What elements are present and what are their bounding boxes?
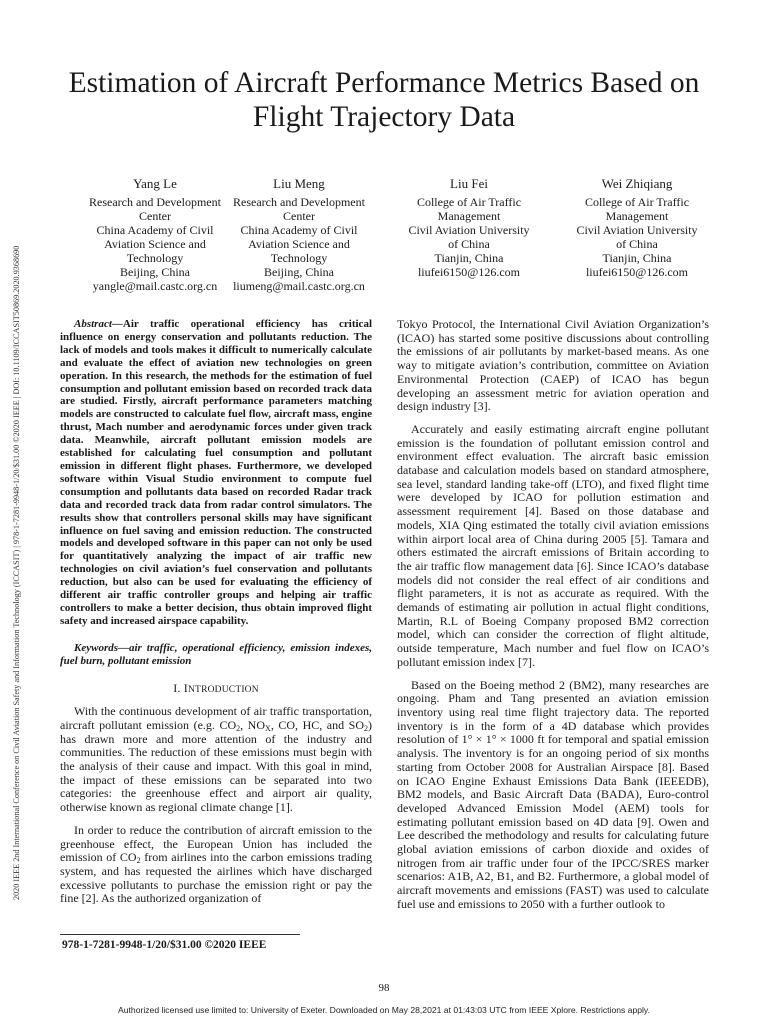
section-heading-introduction: I. INTRODUCTION <box>173 680 259 695</box>
author-name: Liu Fei <box>450 176 488 191</box>
author-affiliation-line: Aviation Science and <box>248 237 350 251</box>
author-affiliation-line: Aviation Science and <box>104 237 206 251</box>
author-affiliation-line: China Academy of Civil <box>240 223 358 237</box>
author-block-3 <box>389 176 549 279</box>
author-affiliation-line: China Academy of Civil <box>96 223 214 237</box>
author-location: Tianjin, China <box>434 251 504 265</box>
author-name: Wei Zhiqiang <box>601 176 673 191</box>
keywords: Keywords—air traffic, operational efficiency, emission indexes, fuel burn, pollutant emission <box>60 641 372 667</box>
intro-paragraph-2: In order to reduce the contribution of aircraft emission to the greenhouse effect, the European Union has included the emission of $CO_2$ from airlines into the carbon emissions trading system, and has requested the airlines which have discharged excessive pollutants to purchase the emission right or pay the fine [2]. As the authorized organization of <box>60 822 372 906</box>
access-statement: Authorized licensed use limited to: University of Exeter. Downloaded on May 28,2021 at 01:43:03 UTC from IEEE Xplore. Restrictions apply. <box>118 1005 650 1015</box>
abstract-text: Air traffic operational efficiency has critical influence on energy conservation and pollutants reduction. The lack of models and tools makes it difficult to numerically calculate and evaluate the effect of aviation new technologies on green operation. In this research, the methods for the estimation of fuel consumption and pollutant emission based on recorded track data are studied. Firstly, aircraft performance parameters matching models are constructed to calculate fuel flow, aircraft mass, engine thrust, Mach number and aerodynamic forces under given track data. Meanwhile, aircraft pollutant emission models are established for calculating fuel consumption and pollutant emission in different flight phases. Furthermore, we developed software within Visual Studio environment to compute fuel consumption and pollutants data based on recorded Radar track data and recorded track data from radar control simulators. The results show that controllers personal skills may have significant influence on fuel saving and emission reduction. The constructed models and developed software in this paper can not only be used for quantitatively analyzing the impact of air traffic new technologies on civil aviation’s fuel conservation and pollutants reduction, but also can be used for evaluating the efficiency of different air traffic controller groups and helping air traffic controllers to make a better decision, thus obtain improved flight safety and increased airspace capability. <box>60 318 372 627</box>
body-paragraph: Tokyo Protocol, the International Civil Aviation Organization’s (ICAO) has started some positive discussions about controlling the emissions of air pollutants by market-based means. As one way to mitigate aviation’s contribution, committee on Aviation Environmental Protection (CAEP) of ICAO has begun developing an assessment metric for aviation operation and design industry [3]. <box>397 317 709 414</box>
author-affiliation-line: Center <box>139 209 171 223</box>
author-affiliation-line: Research and Development <box>89 195 221 209</box>
author-affiliation-line: Civil Aviation University <box>408 223 530 237</box>
page-number: 98 <box>378 982 390 994</box>
paper-title: Estimation of Aircraft Performance Metrics Based on Flight Trajectory Data <box>68 67 700 133</box>
author-location: Beijing, China <box>264 265 334 279</box>
body-paragraph: Based on the Boeing method 2 (BM2), many researches are ongoing. Pham and Tang presented an aviation emission inventory using real time flight trajectory data. The reported inventory is in the form of a 4D database which provides resolution of 1° × 1° × 1000 ft for temporal and spatial emission analysis. The inventory is for an ongoing period of six months starting from October 2008 for Australian Airspace [8]. Based on ICAO Engine Exhaust Emissions Data Bank (IEEEDB), BM2 models, and Basic Aircraft Data (BADA), Euro-control developed Advanced Emission Model (AEM) tools for estimating pollutant emission based on 4D data [9]. Owen and Lee described the methodology and results for calculating future global aviation emissions of carbon dioxide and oxides of nitrogen from air traffic under four of the IPCC/SRES marker scenarios: A1B, A2, B1, and B2. Furthermore, a global model of aircraft movements and emissions (FAST) was used to calculate fuel use and emissions to 2050 with a further outlook to <box>397 677 709 911</box>
author-email[interactable]: yangle@mail.castc.org.cn <box>92 279 218 293</box>
author-affiliation-line: of China <box>616 237 658 251</box>
body-paragraph: Accurately and easily estimating aircraft engine pollutant emission is the foundation of pollutant emission control and environment effect evaluation. The aircraft basic emission database and calculation models based on standard atmosphere, sea level, standard landing take-off (LTO), and fixed flight time were developed by ICAO for pollution estimation and assessment requirement [4]. Based on those database and models, XIA Qing estimated the totally civil aviation emissions within airport local area of China during 2005 [5]. Tamara and others estimated the aircraft emissions of Britain according to the air traffic flow management data [6]. Since ICAO’s database models did not consider the real effect of air conditions and flight parameters, it is not as accurate as required. With the demands of estimating air pollution in actual flight conditions, Martin, R.L of Boeing Company proposed BM2 correction model, which can consider the correction of flight altitude, outside temperature, Mach number and fuel flow on ICAO’s pollutant emission index [7]. <box>397 421 709 669</box>
author-block-1 <box>75 176 235 293</box>
footnote-divider <box>60 934 300 935</box>
author-location: Beijing, China <box>120 265 190 279</box>
conference-side-note: 2020 IEEE 2nd International Conference on Civil Aviation Safety and Information Technology (ICCASIT) | 978-1-7281-9948-1/20/$31.00 ©2020 IEEE | DOI: 10.1109/ICCASIT50869.2020.9368690 <box>12 245 21 900</box>
author-affiliation-line: Civil Aviation University <box>576 223 698 237</box>
left-column <box>60 318 372 906</box>
author-email[interactable]: liufei6150@126.com <box>417 265 521 279</box>
author-affiliation-line: College of Air Traffic <box>416 195 522 209</box>
author-affiliation-line: Technology <box>126 251 184 265</box>
author-affiliation-line: Management <box>605 209 669 223</box>
author-name: Yang Le <box>133 176 177 191</box>
author-block-2 <box>219 176 379 293</box>
author-location: Tianjin, China <box>602 251 672 265</box>
abstract <box>60 318 372 628</box>
author-block-4 <box>557 176 717 279</box>
author-email[interactable]: liumeng@mail.castc.org.cn <box>233 279 365 293</box>
author-affiliation-line: of China <box>448 237 490 251</box>
copyright-line: 978-1-7281-9948-1/20/$31.00 ©2020 IEEE <box>62 939 267 951</box>
author-affiliation-line: College of Air Traffic <box>584 195 690 209</box>
author-affiliation-line: Center <box>283 209 315 223</box>
abstract-lead: Abstract— <box>74 318 123 330</box>
author-name: Liu Meng <box>273 176 325 191</box>
author-email[interactable]: liufei6150@126.com <box>585 265 689 279</box>
author-affiliation-line: Research and Development <box>233 195 365 209</box>
right-column <box>397 318 709 912</box>
author-affiliation-line: Management <box>437 209 501 223</box>
author-affiliation-line: Technology <box>270 251 328 265</box>
intro-paragraph-1: With the continuous development of air traffic transportation, aircraft pollutant emission (e.g. $CO_2$, $NO_X$, CO, HC, and $SO_2$) has drawn more and more attention of the industry and communities. The reduction of these emissions must begin with the analysis of their cause and impact. With this goal in mind, the impact of these emissions can be separated into two categories: the greenhouse effect and airport air quality, otherwise known as regional climate change [1]. <box>60 704 372 815</box>
